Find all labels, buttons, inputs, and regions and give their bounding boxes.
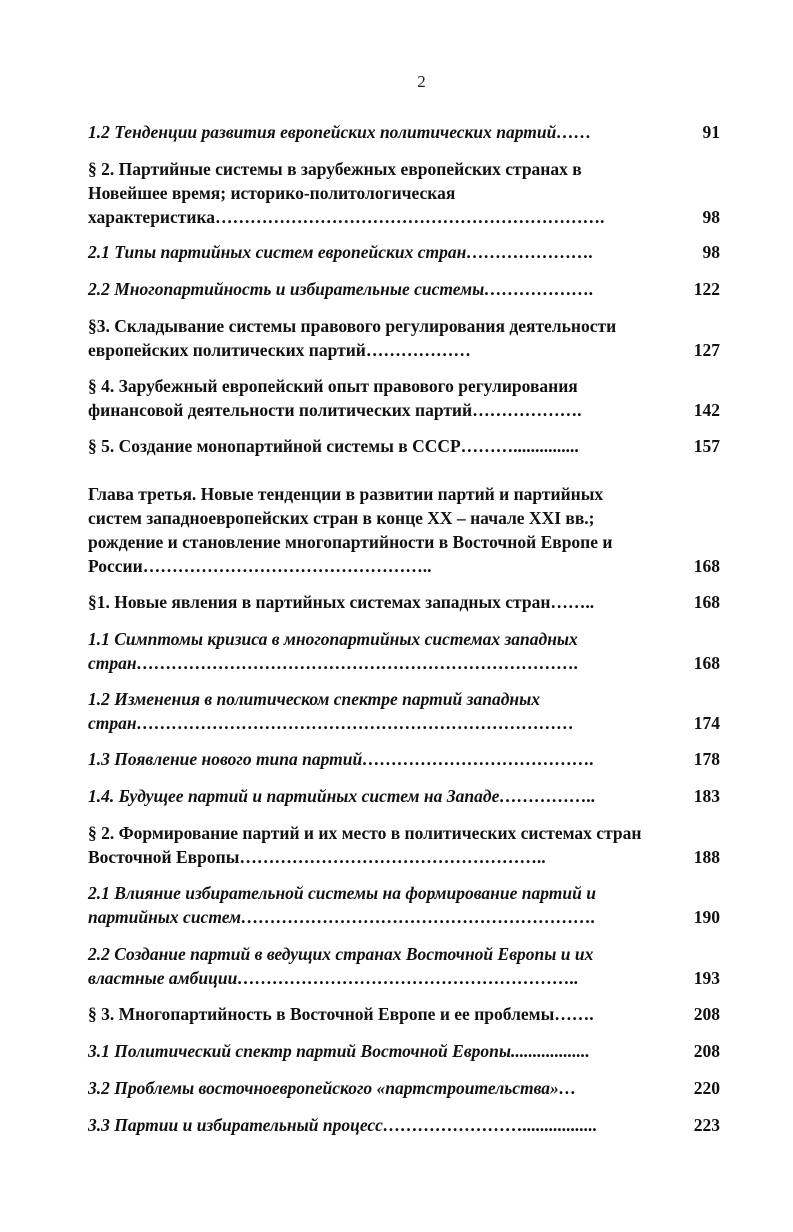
toc-entry-page: 168: [693, 556, 720, 576]
toc-entry: [88, 482, 720, 578]
toc-entry: [88, 942, 720, 990]
toc-entry: [88, 314, 720, 362]
toc-entry-page: 188: [693, 847, 720, 867]
toc-entry-text: Глава третья. Новые тенденции в развитии партий и партийных систем западноевропейских стран в конце XX – начале XXI вв.; рождение и становление многопартийности в Восточной Европе и России…………………………………………..: [88, 484, 613, 576]
toc-entry: [88, 627, 720, 675]
toc-entry-page: 157: [693, 436, 720, 456]
toc-entry-text: 3.1 Политический спектр партий Восточной Европы..................: [88, 1041, 590, 1061]
toc-entry-text: 3.3 Партии и избирательный процесс…………………….................: [88, 1115, 598, 1135]
toc-entry-page: 91: [702, 122, 720, 142]
toc-entry: [88, 240, 720, 264]
toc-entry: [88, 1039, 720, 1063]
toc-entry-text: 1.2 Изменения в политическом спектре партий западных стран…………………………………………………………………: [88, 689, 575, 733]
toc-entry-text: 3.2 Проблемы восточноевропейского «партстроительства»…: [88, 1078, 577, 1098]
toc-entry-text: 2.1 Типы партийных систем европейских стран………………….: [88, 242, 594, 262]
toc-entry-page: 208: [693, 1004, 720, 1024]
toc-entry-text: 1.2 Тенденции развития европейских политических партий……: [88, 122, 592, 142]
toc-entry-text: § 2. Партийные системы в зарубежных европейских странах в Новейшее время; историко-политологическая характеристика………………………………………………………….: [88, 159, 605, 227]
toc-entry-text: § 3. Многопартийность в Восточной Европе и ее проблемы…….: [88, 1004, 594, 1024]
toc-entry-text: §3. Складывание системы правового регулирования деятельности европейских политических партий………………: [88, 316, 617, 360]
toc-entry-page: 168: [693, 592, 720, 612]
toc-entry-page: 190: [693, 907, 720, 927]
toc-entry-page: 168: [693, 653, 720, 673]
toc-entry-text: §1. Новые явления в партийных системах западных стран……..: [88, 592, 595, 612]
toc-entry: [88, 1113, 720, 1137]
toc-entry: [88, 120, 720, 144]
toc-entry-text: 1.1 Симптомы кризиса в многопартийных системах западных стран………………………………………………………………….: [88, 629, 579, 673]
toc-entry-page: 223: [693, 1115, 720, 1135]
toc-entry: [88, 1002, 720, 1026]
toc-entry-page: 183: [693, 786, 720, 806]
toc-entry-page: 142: [693, 400, 720, 420]
toc-entry-text: 1.3 Появление нового типа партий………………………………….: [88, 749, 595, 769]
toc-entry-page: 98: [702, 242, 720, 262]
toc-entry: [88, 590, 720, 614]
toc-entry-text: 2.2 Многопартийность и избирательные системы……………….: [88, 279, 594, 299]
toc-entry-text: § 2. Формирование партий и их место в политических системах стран Восточной Европы……………………………………………..: [88, 823, 642, 867]
toc-entry-text: § 5. Создание монопартийной системы в СССР………...............: [88, 436, 579, 456]
toc-entry-page: 122: [693, 279, 720, 299]
toc-entry: [88, 157, 720, 229]
toc-entry: [88, 747, 720, 771]
toc-entry-page: 98: [702, 207, 720, 227]
toc-entry-page: 127: [693, 340, 720, 360]
toc-entry: [88, 687, 720, 735]
toc-entry: [88, 784, 720, 808]
toc-entry-text: § 4. Зарубежный европейский опыт правового регулирования финансовой деятельности политических партий……………….: [88, 376, 582, 420]
toc-entry-page: 193: [693, 968, 720, 988]
toc-entry: [88, 881, 720, 929]
toc-entry-page: 220: [693, 1078, 720, 1098]
toc-entry-page: 178: [693, 749, 720, 769]
toc-entry: [88, 1076, 720, 1100]
toc-entry-text: 2.1 Влияние избирательной системы на формирование партий и партийных систем…………………………………………………….: [88, 883, 596, 927]
toc-entry-page: 208: [693, 1041, 720, 1061]
toc-entry: [88, 374, 720, 422]
toc-entry-text: 2.2 Создание партий в ведущих странах Восточной Европы и их властные амбиции…………………………………………………..: [88, 944, 594, 988]
toc-entry-text: 1.4. Будущее партий и партийных систем на Западе……………..: [88, 786, 596, 806]
page-number: 2: [417, 72, 426, 91]
toc-entry-page: 174: [693, 713, 720, 733]
toc-entry: [88, 277, 720, 301]
toc-entry: [88, 434, 720, 458]
toc-entry: [88, 821, 720, 869]
